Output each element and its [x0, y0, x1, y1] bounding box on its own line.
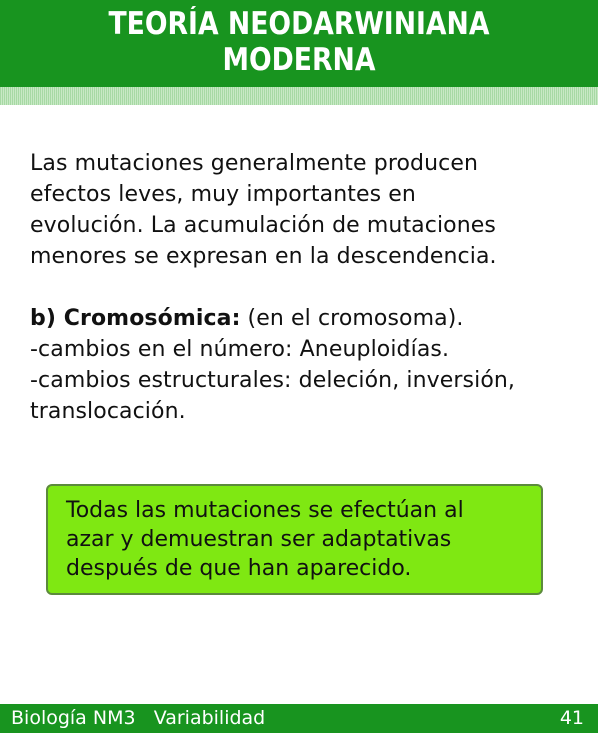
- footer-course: Biología NM3: [11, 707, 136, 729]
- highlight-box: [46, 484, 543, 595]
- section-b-label: b) Cromosómica:: [30, 306, 241, 331]
- footer-page-number: 41: [559, 707, 584, 729]
- section-b-description: (en el cromosoma).: [240, 306, 464, 331]
- slide-body: [30, 148, 590, 427]
- highlight-line: después de que han aparecido.: [66, 556, 412, 581]
- section-b-heading: [30, 303, 590, 334]
- section-b-line: -cambios estructurales: deleción, inversión,: [30, 368, 516, 393]
- highlight-text: [66, 496, 536, 583]
- paragraph-line: menores se expresan en la descendencia.: [30, 244, 497, 269]
- footer-topic: Variabilidad: [153, 707, 266, 729]
- paragraph-line: evolución. La acumulación de mutaciones: [30, 213, 496, 238]
- highlight-line: azar y demuestran ser adaptativas: [66, 527, 452, 552]
- paragraph-line: efectos leves, muy importantes en: [30, 182, 416, 207]
- highlight-line: Todas las mutaciones se efectúan al: [66, 498, 464, 523]
- paragraph-line: Las mutaciones generalmente producen: [30, 151, 479, 176]
- paragraph-spacer: [30, 272, 590, 303]
- slide-header: [0, 0, 598, 87]
- slide-title: [42, 6, 556, 78]
- footer-course-info: [11, 704, 265, 733]
- section-b-line: translocación.: [30, 399, 186, 424]
- section-b-line: -cambios en el número: Aneuploidías.: [30, 337, 450, 362]
- slide-footer: [0, 704, 598, 733]
- slide-title-line-2: MODERNA: [222, 42, 376, 78]
- slide-title-line-1: TEORÍA NEODARWINIANA: [108, 6, 490, 42]
- header-divider-stripe: [0, 87, 598, 105]
